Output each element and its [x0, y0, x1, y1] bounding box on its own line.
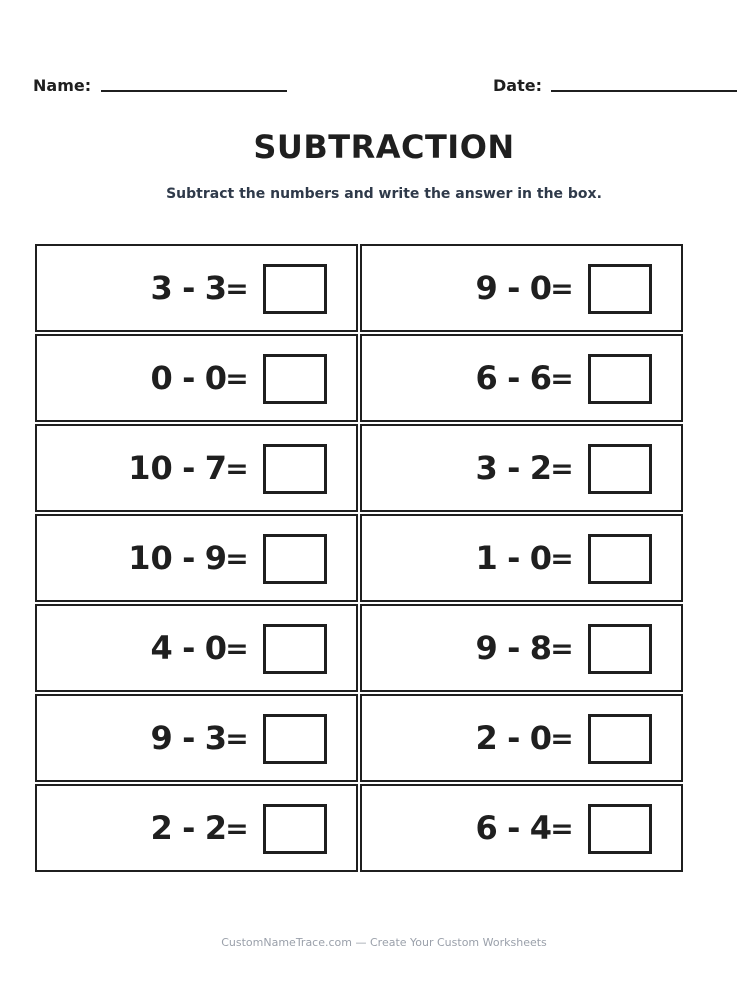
minuend: 2 — [150, 809, 173, 847]
problem-cell — [35, 784, 358, 872]
answer-box[interactable] — [588, 354, 652, 404]
problem-expression — [37, 336, 227, 420]
minuend: 3 — [475, 449, 498, 487]
problem-expression — [362, 516, 552, 600]
answer-box[interactable] — [588, 714, 652, 764]
problem-expression — [362, 336, 552, 420]
minus-sign: - — [507, 449, 521, 487]
equals-sign: = — [550, 361, 574, 395]
minus-sign: - — [507, 629, 521, 667]
worksheet-instructions: Subtract the numbers and write the answer in the box. — [166, 186, 602, 202]
problem-expression — [362, 606, 552, 690]
answer-box[interactable] — [263, 624, 327, 674]
equals-sign: = — [550, 811, 574, 845]
equals-sign: = — [225, 361, 249, 395]
problem-cell — [360, 694, 683, 782]
answer-box[interactable] — [263, 444, 327, 494]
answer-box[interactable] — [263, 354, 327, 404]
subtrahend: 7 — [204, 449, 227, 487]
footer-credit: CustomNameTrace.com — Create Your Custom Worksheets — [221, 936, 547, 949]
minuend: 9 — [475, 629, 498, 667]
problem-expression — [362, 426, 552, 510]
subtrahend: 2 — [204, 809, 227, 847]
equals-sign: = — [225, 541, 249, 575]
date-label: Date: — [493, 76, 542, 95]
subtrahend: 0 — [529, 719, 552, 757]
minuend: 10 — [128, 539, 173, 577]
minuend: 9 — [475, 269, 498, 307]
minus-sign: - — [507, 269, 521, 307]
minus-sign: - — [507, 359, 521, 397]
name-label: Name: — [33, 76, 92, 95]
minus-sign: - — [507, 809, 521, 847]
answer-box[interactable] — [263, 264, 327, 314]
problem-expression — [362, 246, 552, 330]
name-write-line[interactable] — [101, 90, 287, 92]
equals-sign: = — [225, 631, 249, 665]
equals-sign: = — [550, 631, 574, 665]
answer-box[interactable] — [263, 534, 327, 584]
minus-sign: - — [182, 719, 196, 757]
subtrahend: 2 — [529, 449, 552, 487]
minus-sign: - — [182, 809, 196, 847]
problem-expression — [37, 696, 227, 780]
minuend: 1 — [475, 539, 498, 577]
answer-box[interactable] — [588, 444, 652, 494]
problem-expression — [37, 606, 227, 690]
equals-sign: = — [225, 451, 249, 485]
minuend: 0 — [150, 359, 173, 397]
worksheet-title: SUBTRACTION — [253, 128, 515, 166]
problem-cell — [360, 604, 683, 692]
equals-sign: = — [550, 271, 574, 305]
problem-cell — [360, 334, 683, 422]
answer-box[interactable] — [588, 264, 652, 314]
equals-sign: = — [550, 541, 574, 575]
minuend: 10 — [128, 449, 173, 487]
subtrahend: 0 — [204, 629, 227, 667]
minus-sign: - — [182, 359, 196, 397]
problem-expression — [362, 786, 552, 870]
problem-cell — [360, 784, 683, 872]
answer-box[interactable] — [263, 804, 327, 854]
problem-cell — [35, 424, 358, 512]
problem-expression — [37, 516, 227, 600]
minus-sign: - — [182, 449, 196, 487]
subtrahend: 0 — [529, 539, 552, 577]
answer-box[interactable] — [263, 714, 327, 764]
answer-box[interactable] — [588, 804, 652, 854]
problem-expression — [37, 786, 227, 870]
minus-sign: - — [182, 539, 196, 577]
problem-cell — [360, 244, 683, 332]
problem-cell — [35, 334, 358, 422]
minuend: 4 — [150, 629, 173, 667]
name-field — [33, 74, 91, 98]
subtrahend: 4 — [529, 809, 552, 847]
equals-sign: = — [550, 721, 574, 755]
problem-grid — [35, 244, 683, 872]
problem-cell — [360, 424, 683, 512]
subtrahend: 9 — [204, 539, 227, 577]
problem-cell — [35, 514, 358, 602]
subtrahend: 8 — [529, 629, 552, 667]
equals-sign: = — [225, 721, 249, 755]
problem-expression — [37, 246, 227, 330]
answer-box[interactable] — [588, 624, 652, 674]
date-write-line[interactable] — [551, 90, 737, 92]
minus-sign: - — [182, 269, 196, 307]
minuend: 6 — [475, 809, 498, 847]
minuend: 6 — [475, 359, 498, 397]
subtrahend: 3 — [204, 269, 227, 307]
minuend: 2 — [475, 719, 498, 757]
equals-sign: = — [225, 811, 249, 845]
date-field — [493, 74, 542, 98]
subtrahend: 0 — [529, 269, 552, 307]
problem-cell — [35, 604, 358, 692]
problem-expression — [37, 426, 227, 510]
problem-cell — [360, 514, 683, 602]
minus-sign: - — [507, 719, 521, 757]
minus-sign: - — [182, 629, 196, 667]
subtrahend: 3 — [204, 719, 227, 757]
subtrahend: 6 — [529, 359, 552, 397]
minuend: 3 — [150, 269, 173, 307]
answer-box[interactable] — [588, 534, 652, 584]
subtrahend: 0 — [204, 359, 227, 397]
equals-sign: = — [550, 451, 574, 485]
problem-cell — [35, 694, 358, 782]
minuend: 9 — [150, 719, 173, 757]
problem-expression — [362, 696, 552, 780]
equals-sign: = — [225, 271, 249, 305]
minus-sign: - — [507, 539, 521, 577]
problem-cell — [35, 244, 358, 332]
